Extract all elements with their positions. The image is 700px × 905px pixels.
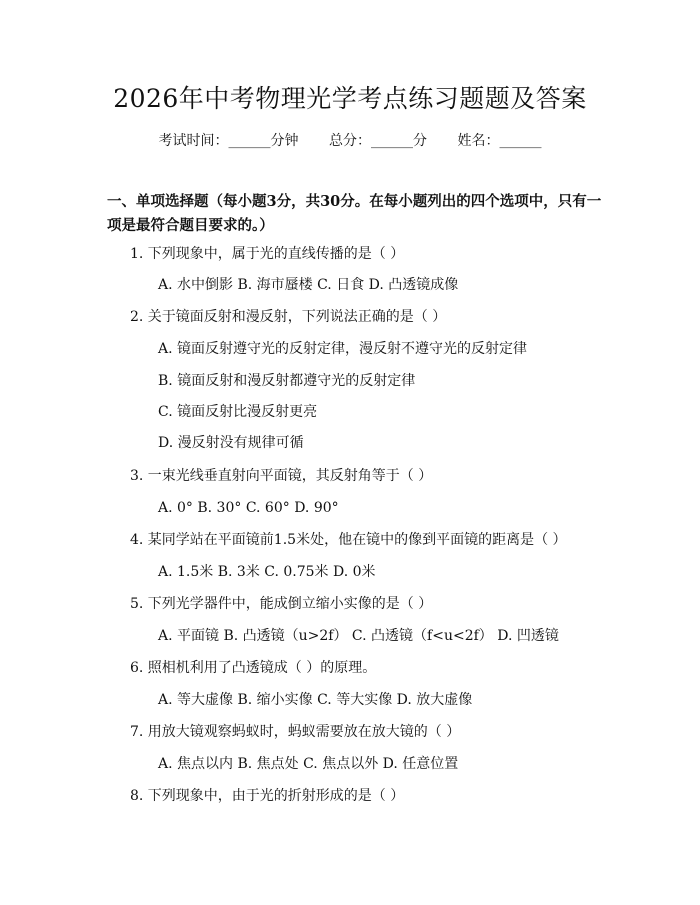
question-5: 5. 下列光学器件中，能成倒立缩小实像的是（ ） — [130, 596, 433, 612]
exam-info-line — [0, 131, 700, 151]
question-2-option-d: D. 漫反射没有规律可循 — [158, 435, 304, 451]
question-6: 6. 照相机利用了凸透镜成（ ）的原理。 — [130, 660, 377, 676]
question-2-option-b: B. 镜面反射和漫反射都遵守光的反射定律 — [158, 373, 416, 389]
question-5-options: A. 平面镜 B. 凸透镜（u>2f） C. 凸透镜（f<u<2f） D. 凹透镜 — [158, 628, 559, 644]
question-6-options: A. 等大虚像 B. 缩小实像 C. 等大实像 D. 放大虚像 — [158, 692, 473, 708]
question-2-option-a: A. 镜面反射遵守光的反射定律，漫反射不遵守光的反射定律 — [158, 341, 528, 357]
total-score-field: 总分：______分 — [329, 133, 427, 149]
section-heading: 一、单项选择题（每小题3分，共30分。在每小题列出的四个选项中，只有一项是最符合题目要求的。） — [107, 193, 602, 234]
question-1: 1. 下列现象中，属于光的直线传播的是（ ） — [130, 246, 405, 262]
question-3-options: A. 0° B. 30° C. 60° D. 90° — [158, 500, 339, 516]
question-2-option-c: C. 镜面反射比漫反射更亮 — [158, 404, 318, 420]
student-name-field: 姓名：______ — [457, 133, 542, 149]
question-1-options: A. 水中倒影 B. 海市蜃楼 C. 日食 D. 凸透镜成像 — [158, 277, 459, 293]
question-8: 8. 下列现象中，由于光的折射形成的是（ ） — [130, 788, 405, 804]
question-4: 4. 某同学站在平面镜前1.5米处，他在镜中的像到平面镜的距离是（ ） — [130, 532, 567, 548]
question-7-options: A. 焦点以内 B. 焦点处 C. 焦点以外 D. 任意位置 — [158, 756, 459, 772]
question-2: 2. 关于镜面反射和漫反射，下列说法正确的是（ ） — [130, 309, 447, 325]
question-7: 7. 用放大镜观察蚂蚁时，蚂蚁需要放在放大镜的（ ） — [130, 724, 461, 740]
question-3: 3. 一束光线垂直射向平面镜，其反射角等于（ ） — [130, 468, 433, 484]
exam-time-field: 考试时间：______分钟 — [158, 133, 299, 149]
page-title: 2026年中考物理光学考点练习题题及答案 — [113, 84, 587, 113]
question-4-options: A. 1.5米 B. 3米 C. 0.75米 D. 0米 — [158, 564, 376, 580]
